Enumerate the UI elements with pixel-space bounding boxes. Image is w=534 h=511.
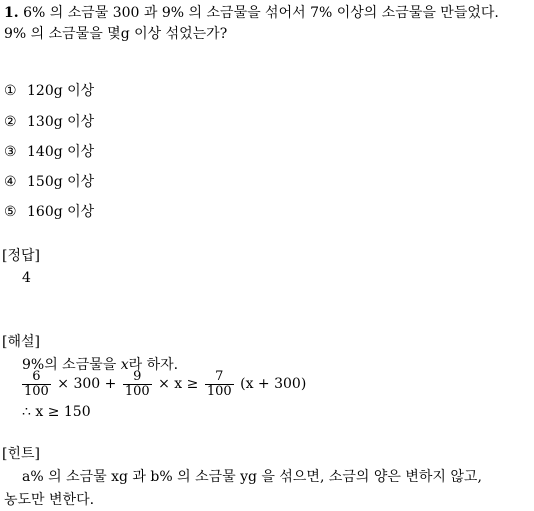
fraction-numerator: 6 <box>32 369 41 384</box>
choice-text: 140g 이상 <box>27 144 95 160</box>
fraction-denominator: 100 <box>206 383 232 399</box>
hint-label: [힌트] <box>2 446 40 462</box>
choice-text: 150g 이상 <box>27 174 95 190</box>
choice-text: 120g 이상 <box>27 83 95 99</box>
equation-part-1: × 300 + <box>57 376 117 393</box>
fraction-denominator: 100 <box>124 383 150 399</box>
equation-part-2: × x ≥ <box>158 376 199 393</box>
explanation-equation <box>20 370 306 398</box>
equation-part-3: (x + 300) <box>240 376 307 393</box>
choice-5[interactable] <box>4 201 94 221</box>
choice-text: 130g 이상 <box>27 114 95 130</box>
choice-text: 160g 이상 <box>27 204 95 220</box>
fraction-numerator: 9 <box>133 369 142 384</box>
fraction-6-over-100 <box>22 370 51 398</box>
choice-marker: ③ <box>4 144 17 160</box>
choice-1[interactable] <box>4 80 94 100</box>
choice-marker: ④ <box>4 174 17 190</box>
question-text-line-2: 9% 의 소금물을 몇g 이상 섞었는가? <box>4 26 228 42</box>
explanation-line-1-suffix: 라 하자. <box>128 357 179 373</box>
question-line-1 <box>4 2 499 22</box>
explanation-conclusion: ∴ x ≥ 150 <box>22 404 91 420</box>
answer-label: [정답] <box>2 248 40 264</box>
fraction-9-over-100 <box>123 370 152 398</box>
explanation-label: [해설] <box>2 334 40 350</box>
fraction-denominator: 100 <box>24 383 49 399</box>
question-text-line-1: 6% 의 소금물 300 과 9% 의 소금물을 섞어서 7% 이상의 소금물을 만들었다. <box>23 5 499 21</box>
question-number: 1. <box>4 5 19 21</box>
fraction-7-over-100 <box>205 370 234 398</box>
choice-4[interactable] <box>4 171 94 191</box>
fraction-numerator: 7 <box>215 369 224 384</box>
explanation-line-1-prefix: 9%의 소금물을 <box>22 357 121 373</box>
choice-marker: ① <box>4 83 17 99</box>
explanation-variable: x <box>120 357 129 373</box>
hint-line-1: a% 의 소금물 xg 과 b% 의 소금물 yg 을 섞으면, 소금의 양은 변하지 않고, <box>22 469 482 485</box>
choice-marker: ⑤ <box>4 204 17 220</box>
answer-value: 4 <box>22 270 31 286</box>
choice-3[interactable] <box>4 141 94 161</box>
choice-2[interactable] <box>4 111 94 131</box>
hint-line-2: 농도만 변한다. <box>4 492 95 508</box>
choice-marker: ② <box>4 114 17 130</box>
